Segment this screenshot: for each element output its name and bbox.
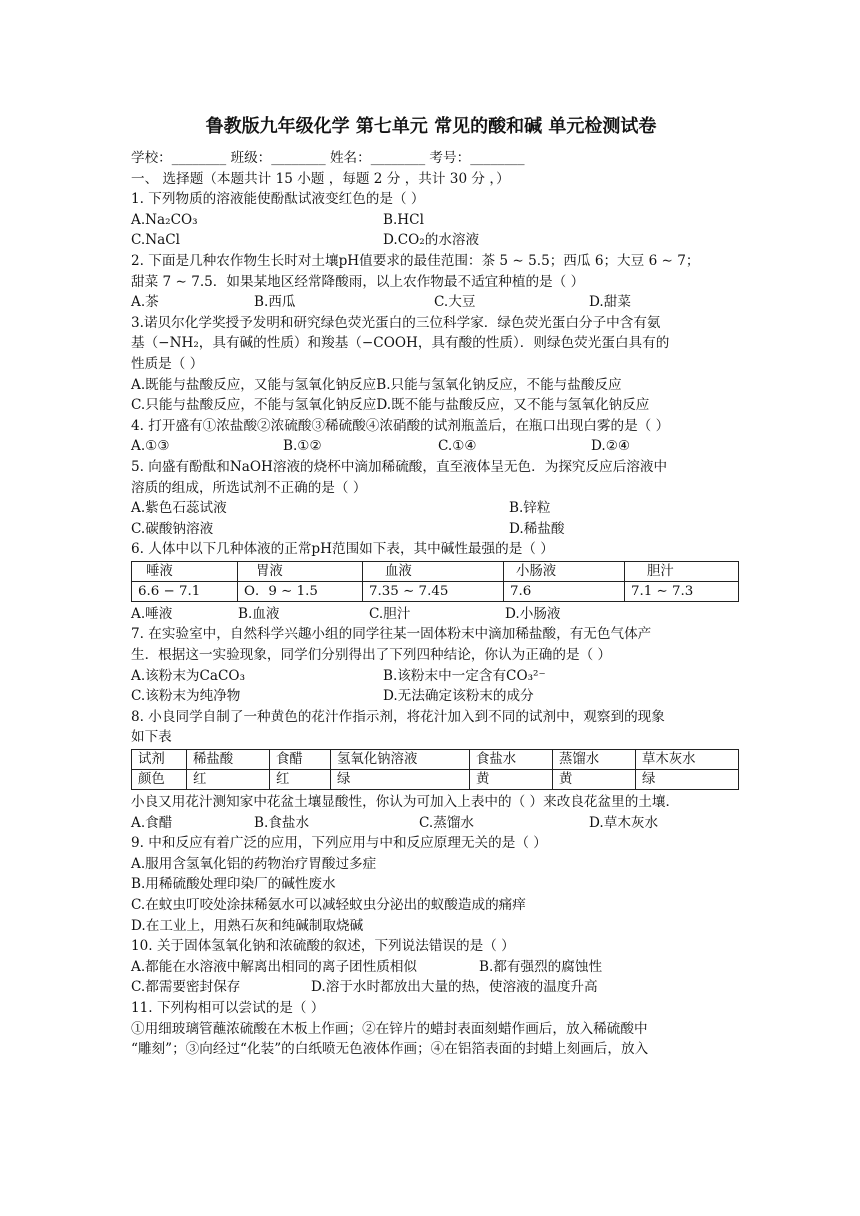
question-followup: 小良又用花汁测知家中花盆土壤显酸性，你认为可加入上表中的（ ）来改良花盆里的土壤． [131, 794, 680, 811]
option-c: C.大豆 [434, 294, 476, 311]
options [131, 292, 741, 313]
question-stem-line: 生．根据这一实验现象，同学们分别得出了下列四种结论，你认为正确的是（ ） [131, 647, 612, 664]
question-5 [131, 457, 741, 539]
option-c: C.碳酸钠溶液 [131, 520, 214, 537]
question-2 [131, 251, 741, 313]
option-row [131, 375, 741, 396]
table-cell: 蒸馏水 [553, 750, 636, 770]
question-10 [131, 936, 741, 998]
table-cell: 绿 [331, 770, 470, 790]
question-stem-line: “雕刻”；③向经过“化装”的白纸喷无色液体作画；④在铝箔表面的封蜡上刻画后，放入 [131, 1041, 649, 1058]
table-cell: 食盐水 [470, 750, 553, 770]
indicator-table [131, 749, 739, 790]
options [131, 498, 741, 539]
student-info-line: 学校：________ 班级：________ 姓名：________ 考号：________ [131, 150, 525, 166]
option-a: A.食醋 [131, 814, 173, 831]
table-cell: 7.1 ∼ 7.3 [625, 581, 739, 601]
options [131, 604, 741, 625]
option-d: D.既不能与盐酸反应，又不能与氢氧化钠反应 [376, 397, 650, 414]
option-b: B.西瓜 [254, 294, 296, 311]
table-cell: 黄 [553, 770, 636, 790]
option-a: A.茶 [131, 294, 159, 311]
question-4 [131, 416, 741, 457]
options [131, 666, 741, 707]
question-8 [131, 707, 741, 833]
question-stem-line: 基（−NH₂，具有碱的性质）和羧基（−COOH，具有酸的性质）．则绿色荧光蛋白具有的 [131, 335, 670, 352]
page-title: 鲁教版九年级化学 第七单元 常见的酸和碱 单元检测试卷 [205, 116, 657, 137]
table-cell: 血液 [363, 561, 504, 581]
option-a: A.Na₂CO₃ [131, 211, 198, 228]
option-d: D.草木灰水 [589, 814, 659, 831]
table-cell: 胃液 [238, 561, 363, 581]
question-stem: 9. 中和反应有着广泛的应用，下列应用与中和反应原理无关的是（ ） [131, 835, 547, 852]
option-a: A.紫色石蕊试液 [131, 500, 227, 517]
options [131, 813, 741, 834]
option-b: B.血液 [238, 605, 280, 622]
option-c: C.胆汁 [369, 605, 411, 622]
option-b: B.HCl [383, 211, 424, 228]
option-d: D.甜菜 [589, 294, 631, 311]
table-cell: 稀盐酸 [187, 750, 270, 770]
question-11 [131, 998, 741, 1060]
table-cell: 颜色 [132, 770, 187, 790]
options [131, 977, 741, 998]
option-d: D.CO₂的水溶液 [383, 232, 480, 249]
question-stem-line: 11. 下列构相可以尝试的是（ ） [131, 999, 325, 1016]
option-a: A.该粉末为CaCO₃ [131, 667, 246, 684]
question-stem: 10. 关于固体氢氧化钠和浓硫酸的叙述，下列说法错误的是（ ） [131, 938, 515, 955]
question-stem: 4. 打开盛有①浓盐酸②浓硫酸③稀硫酸④浓硝酸的试剂瓶盖后，在瓶口出现白雾的是（ ） [131, 417, 670, 434]
question-stem-line: 性质是（ ） [131, 355, 204, 372]
question-stem: 6. 人体中以下几种体液的正常pH范围如下表，其中碱性最强的是（ ） [131, 541, 554, 558]
option-b: B.都有强烈的腐蚀性 [479, 958, 603, 975]
section-heading: 一、 选择题（本题共计 15 小题 ，每题 2 分 ，共计 30 分 ，） [131, 170, 510, 187]
question-stem: 1. 下列物质的溶液能使酚酞试液变红色的是（ ） [131, 191, 425, 208]
option-c: C.都需要密封保存 [131, 979, 241, 996]
option-b: B.只能与氢氧化钠反应，不能与盐酸反应 [376, 376, 622, 393]
options [131, 957, 741, 978]
option-a: A.唾液 [131, 605, 173, 622]
question-stem-line: 8. 小良同学自制了一种黄色的花汁作指示剂，将花汁加入到不同的试剂中，观察到的现象 [131, 708, 665, 725]
table-row [132, 750, 739, 770]
question-stem-line: 7. 在实验室中，自然科学兴趣小组的同学往某一固体粉末中滴加稀盐酸，有无色气体产 [131, 626, 652, 643]
table-cell: 7.35 ∼ 7.45 [363, 581, 504, 601]
question-6 [131, 539, 741, 624]
option-a: A.①③ [131, 438, 170, 455]
table-cell: 黄 [470, 770, 553, 790]
option-b: B.锌粒 [509, 500, 551, 517]
option-c: C.蒸馏水 [419, 814, 475, 831]
question-stem-line: 3.诺贝尔化学奖授予发明和研究绿色荧光蛋白的三位科学家．绿色荧光蛋白分子中含有氨 [131, 314, 661, 331]
table-header-row [132, 561, 739, 581]
option-c: C.NaCl [131, 232, 180, 249]
option-b: B.食盐水 [254, 814, 310, 831]
option-a: A.都能在水溶液中解离出相同的离子团性质相似 [131, 958, 418, 975]
table-cell: 草木灰水 [636, 750, 739, 770]
option-d: D.小肠液 [505, 605, 561, 622]
question-3 [131, 313, 741, 416]
question-stem-line: 如下表 [131, 729, 172, 746]
question-stem-line: 5. 向盛有酚酞和NaOH溶液的烧杯中滴加稀硫酸，直至液体呈无色．为探究反应后溶液中 [131, 458, 668, 475]
option-d: D.溶于水时都放出大量的热，使溶液的温度升高 [311, 979, 598, 996]
option-c: C.在蚊虫叮咬处涂抹稀氨水可以减轻蚊虫分泌出的蚁酸造成的痛痒 [131, 897, 526, 913]
table-cell: 绿 [636, 770, 739, 790]
option-c: C.该粉末为纯净物 [131, 688, 241, 705]
option-c: C.只能与盐酸反应，不能与氢氧化钠反应 [131, 397, 377, 414]
options [131, 854, 741, 936]
option-row [131, 395, 741, 416]
question-stem-line: 甜菜 7 ∼ 7.5．如果某地区经常降酸雨，以上农作物最不适宜种植的是（ ） [131, 273, 585, 290]
table-cell: 胆汁 [625, 561, 739, 581]
table-cell: 小肠液 [504, 561, 625, 581]
option-d: D.稀盐酸 [509, 520, 565, 537]
table-cell: 唾液 [132, 561, 238, 581]
option-c: C.①④ [438, 438, 477, 455]
table-row [132, 581, 739, 601]
table-cell: 7.6 [504, 581, 625, 601]
question-9 [131, 833, 741, 936]
option-a: A.既能与盐酸反应，又能与氢氧化钠反应 [131, 376, 377, 393]
option-a: A.服用含氢氧化铝的药物治疗胃酸过多症 [131, 855, 377, 872]
table-row [132, 770, 739, 790]
question-7 [131, 624, 741, 706]
table-cell: 食醋 [270, 750, 331, 770]
option-d: D.②④ [591, 438, 631, 455]
exam-content [131, 112, 741, 1060]
options [131, 210, 741, 251]
options [131, 436, 741, 457]
table-cell: 氢氧化钠溶液 [331, 750, 470, 770]
option-d: D.无法确定该粉末的成分 [383, 688, 534, 705]
option-b: B.①② [283, 438, 322, 455]
option-d: D.在工业上，用熟石灰和纯碱制取烧碱 [131, 917, 364, 934]
question-stem-line: 2. 下面是几种农作物生长时对土壤pH值要求的最佳范围：茶 5 ∼ 5.5；西瓜 6；大豆 6 ∼ 7； [131, 252, 700, 269]
option-b: B.该粉末中一定含有CO₃²⁻ [383, 667, 546, 684]
table-cell: 6.6 − 7.1 [132, 581, 238, 601]
question-1 [131, 189, 741, 251]
table-cell: 红 [270, 770, 331, 790]
option-b: B.用稀硫酸处理印染厂的碱性废水 [131, 876, 336, 893]
ph-table [131, 561, 739, 602]
question-stem-line: ①用细玻璃管蘸浓硫酸在木板上作画；②在锌片的蜡封表面刻蜡作画后，放入稀硫酸中 [131, 1020, 648, 1037]
question-stem-line: 溶质的组成，所选试剂不正确的是（ ） [131, 479, 367, 496]
table-cell: 红 [187, 770, 270, 790]
table-cell: O．9 ∼ 1.5 [238, 581, 363, 601]
table-cell: 试剂 [132, 750, 187, 770]
